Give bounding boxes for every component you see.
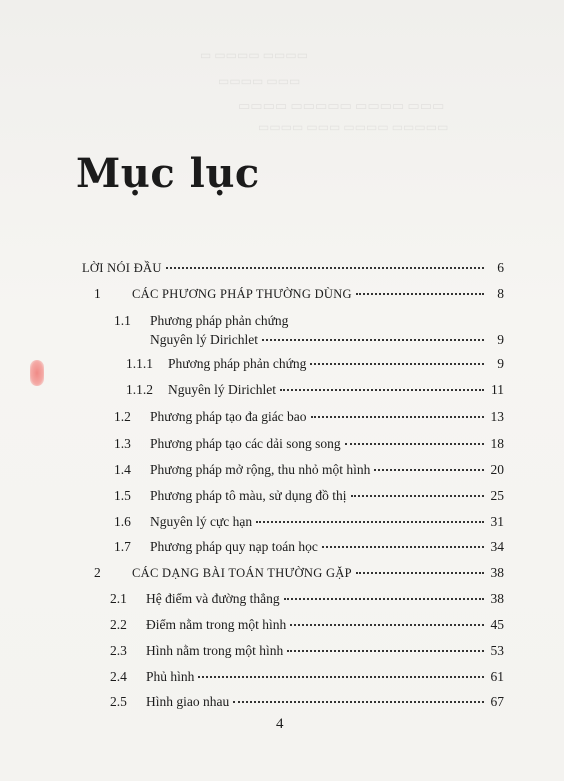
toc-entry-label: Phương pháp quy nạp toán học bbox=[150, 539, 318, 554]
dot-leader bbox=[233, 701, 484, 703]
toc-entry-number: 1.2 bbox=[114, 409, 131, 424]
toc-entry-number: 1.5 bbox=[114, 488, 131, 503]
toc-entry-number: 1.1 bbox=[114, 313, 131, 328]
toc-entry-number: 1.4 bbox=[114, 462, 131, 477]
bleed-through-text: ▭▭▭▭ ▭▭▭ bbox=[218, 74, 301, 88]
bleed-through-text: ▭▭▭▭ ▭▭▭ ▭▭▭▭ ▭▭▭▭▭ bbox=[258, 120, 449, 134]
toc-entry-section-1-1-cont[interactable] bbox=[150, 332, 504, 348]
toc-entry-page: 8 bbox=[497, 286, 504, 301]
toc-entry-label: Điểm nằm trong một hình bbox=[146, 617, 287, 632]
bleed-through-text: ▭▭▭▭ ▭▭▭▭▭ ▭▭▭▭ ▭▭▭ bbox=[238, 98, 445, 113]
toc-entry-label: Phương pháp phản chứng bbox=[150, 313, 289, 328]
toc-entry-page: 9 bbox=[497, 356, 504, 371]
toc-entry-page: 38 bbox=[490, 565, 504, 580]
toc-entry-page: 38 bbox=[490, 591, 504, 606]
page-number: 4 bbox=[276, 716, 284, 732]
dot-leader bbox=[345, 443, 484, 445]
toc-entry-page: 34 bbox=[490, 539, 504, 554]
page-title: Mục lục bbox=[76, 150, 260, 197]
dot-leader bbox=[256, 521, 484, 523]
toc-entry-page: 20 bbox=[490, 462, 504, 477]
toc-entry-section-2-5[interactable] bbox=[146, 694, 504, 710]
toc-entry-chapter-2[interactable] bbox=[132, 565, 504, 581]
toc-entry-subsection-1-1-1[interactable] bbox=[168, 356, 504, 372]
toc-entry-section-2-1[interactable] bbox=[146, 591, 504, 607]
toc-entry-page: 25 bbox=[490, 488, 504, 503]
toc-entry-number: 2.4 bbox=[110, 669, 127, 684]
toc-entry-label: Phương pháp tạo đa giác bao bbox=[150, 409, 307, 424]
dot-leader bbox=[287, 650, 484, 652]
dot-leader bbox=[310, 363, 484, 365]
dot-leader bbox=[262, 339, 484, 341]
toc-entry-number: 1.3 bbox=[114, 436, 131, 451]
toc-entry-page: 61 bbox=[490, 669, 504, 684]
toc-entry-page: 13 bbox=[490, 409, 504, 424]
toc-entry-label: Phương pháp tạo các dải song song bbox=[150, 436, 341, 451]
dot-leader bbox=[374, 469, 484, 471]
toc-entry-label: Hệ điểm và đường thẳng bbox=[146, 591, 280, 606]
toc-entry-number: 1.6 bbox=[114, 514, 131, 529]
dot-leader bbox=[166, 267, 484, 269]
toc-entry-page: 9 bbox=[497, 332, 504, 347]
toc-entry-section-1-7[interactable] bbox=[150, 539, 504, 555]
toc-entry-label: Phủ hình bbox=[146, 669, 195, 684]
toc-entry-number: 1.1.1 bbox=[126, 356, 153, 371]
toc-entry-page: 45 bbox=[490, 617, 504, 632]
dot-leader bbox=[356, 572, 484, 574]
toc-entry-label: Nguyên lý Dirichlet bbox=[150, 332, 258, 347]
dot-leader bbox=[198, 676, 484, 678]
toc-entry-number: 1 bbox=[94, 286, 101, 301]
toc-entry-section-2-4[interactable] bbox=[146, 669, 504, 685]
toc-entry-section-1-1[interactable] bbox=[150, 313, 288, 329]
toc-entry-page: 53 bbox=[490, 643, 504, 658]
bleed-through-text: ▭ ▭▭▭▭ ▭▭▭▭ bbox=[200, 48, 309, 62]
toc-entry-label: Hình nằm trong một hình bbox=[146, 643, 284, 658]
dot-leader bbox=[284, 598, 484, 600]
toc-entry-label: CÁC DẠNG BÀI TOÁN THƯỜNG GẶP bbox=[132, 566, 352, 580]
toc-entry-page: 31 bbox=[490, 514, 504, 529]
toc-entry-number: 2 bbox=[94, 565, 101, 580]
toc-entry-preface[interactable] bbox=[82, 260, 504, 276]
dot-leader bbox=[311, 416, 484, 418]
toc-entry-label: Hình giao nhau bbox=[146, 694, 230, 709]
toc-entry-section-1-2[interactable] bbox=[150, 409, 504, 425]
toc-entry-label: CÁC PHƯƠNG PHÁP THƯỜNG DÙNG bbox=[132, 287, 352, 301]
dot-leader bbox=[322, 546, 484, 548]
toc-entry-number: 2.1 bbox=[110, 591, 127, 606]
toc-entry-page: 6 bbox=[497, 260, 504, 275]
toc-entry-section-1-4[interactable] bbox=[150, 462, 504, 478]
toc-entry-subsection-1-1-2[interactable] bbox=[168, 382, 504, 398]
toc-entry-chapter-1[interactable] bbox=[132, 286, 504, 302]
toc-entry-number: 2.3 bbox=[110, 643, 127, 658]
dot-leader bbox=[280, 389, 484, 391]
toc-entry-label: Phương pháp tô màu, sử dụng đồ thị bbox=[150, 488, 347, 503]
toc-entry-section-1-5[interactable] bbox=[150, 488, 504, 504]
toc-entry-label: Nguyên lý Dirichlet bbox=[168, 382, 276, 397]
dot-leader bbox=[351, 495, 484, 497]
toc-entry-page: 11 bbox=[491, 382, 504, 397]
toc-entry-number: 2.5 bbox=[110, 694, 127, 709]
dot-leader bbox=[356, 293, 484, 295]
dot-leader bbox=[290, 624, 484, 626]
toc-entry-label: Nguyên lý cực hạn bbox=[150, 514, 253, 529]
toc-entry-section-2-2[interactable] bbox=[146, 617, 504, 633]
toc-entry-label: LỜI NÓI ĐẦU bbox=[82, 261, 162, 275]
toc-entry-page: 67 bbox=[490, 694, 504, 709]
toc-entry-number: 1.1.2 bbox=[126, 382, 153, 397]
toc-entry-number: 2.2 bbox=[110, 617, 127, 632]
toc-entry-section-1-6[interactable] bbox=[150, 514, 504, 530]
toc-entry-section-2-3[interactable] bbox=[146, 643, 504, 659]
toc-entry-label: Phương pháp phản chứng bbox=[168, 356, 307, 371]
toc-entry-number: 1.7 bbox=[114, 539, 131, 554]
toc-entry-section-1-3[interactable] bbox=[150, 436, 504, 452]
toc-entry-page: 18 bbox=[490, 436, 504, 451]
toc-entry-label: Phương pháp mở rộng, thu nhỏ một hình bbox=[150, 462, 371, 477]
